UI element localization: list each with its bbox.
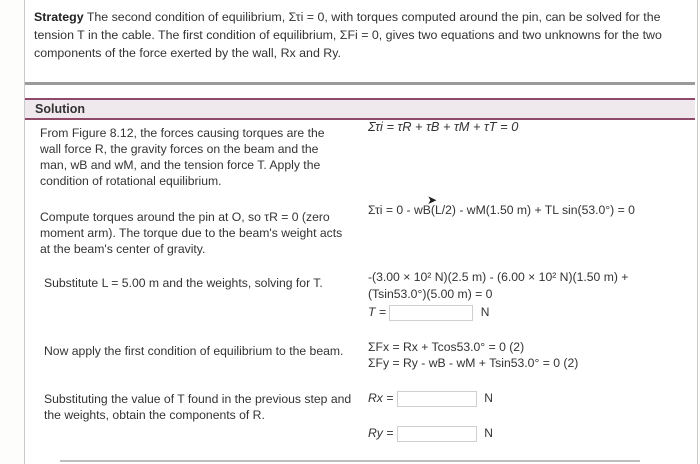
strategy-label: Strategy (34, 10, 84, 24)
step3-equation-line2: (Tsin53.0°)(5.00 m) = 0 (368, 287, 493, 301)
tension-input[interactable] (389, 305, 473, 321)
solution-header (25, 98, 695, 120)
step2-equation: Στi = 0 - wB(L/2) - wM(1.50 m) + TL sin(53.0°) = 0 (368, 203, 635, 217)
mouse-cursor-icon: ➤ (427, 193, 438, 207)
step4-equation-y: ΣFy = Ry - wB - wM + Tsin53.0° = 0 (2) (368, 356, 579, 370)
ry-answer-row (368, 425, 493, 442)
bottom-divider (60, 460, 640, 462)
tension-answer-row (368, 304, 489, 321)
solution-title: Solution (35, 102, 85, 116)
step3-text: Substitute L = 5.00 m and the weights, solving for T. (44, 276, 323, 290)
tension-label: T = (368, 305, 386, 319)
rx-label: Rx = (368, 391, 394, 405)
ry-input[interactable] (397, 426, 477, 442)
rx-answer-row (368, 390, 493, 407)
step4-equation-x: ΣFx = Rx + Tcos53.0° = 0 (2) (368, 340, 525, 354)
rx-input[interactable] (397, 391, 477, 407)
step4-text: Now apply the first condition of equilibrium to the beam. (44, 344, 344, 358)
step2-text: Compute torques around the pin at O, so τR = 0 (zero moment arm). The torque due to the beam's weight acts at the beam's center of gravity. (40, 210, 343, 256)
strategy-paragraph (34, 8, 684, 62)
section-divider (25, 82, 695, 85)
tension-unit: N (480, 305, 490, 319)
ry-label: Ry = (368, 426, 394, 440)
step3-equation-line1: -(3.00 × 10² N)(2.5 m) - (6.00 × 10² N)(1.50 m) + (368, 270, 629, 284)
step1-equation: Στi = τR + τB + τM + τT = 0 (368, 119, 519, 134)
step5-text: Substituting the value of T found in the previous step and the weights, obtain the components of R. (44, 392, 352, 422)
rx-unit: N (484, 391, 493, 405)
ry-unit: N (484, 426, 493, 440)
strategy-text: The second condition of equilibrium, Στi = 0, with torques computed around the pin, can be solved for the tension T in the cable. The first condition of equilibrium, ΣFi = 0, gives two equations and two unknowns for the two components of the force exerted by the wall, Rx and Ry. (34, 10, 662, 60)
step1-text: From Figure 8.12, the forces causing torques are the wall force R, the gravity forces on the beam and the man, wB and wM, and the tension force T. Apply the condition of rotational equilibrium. (40, 126, 325, 188)
